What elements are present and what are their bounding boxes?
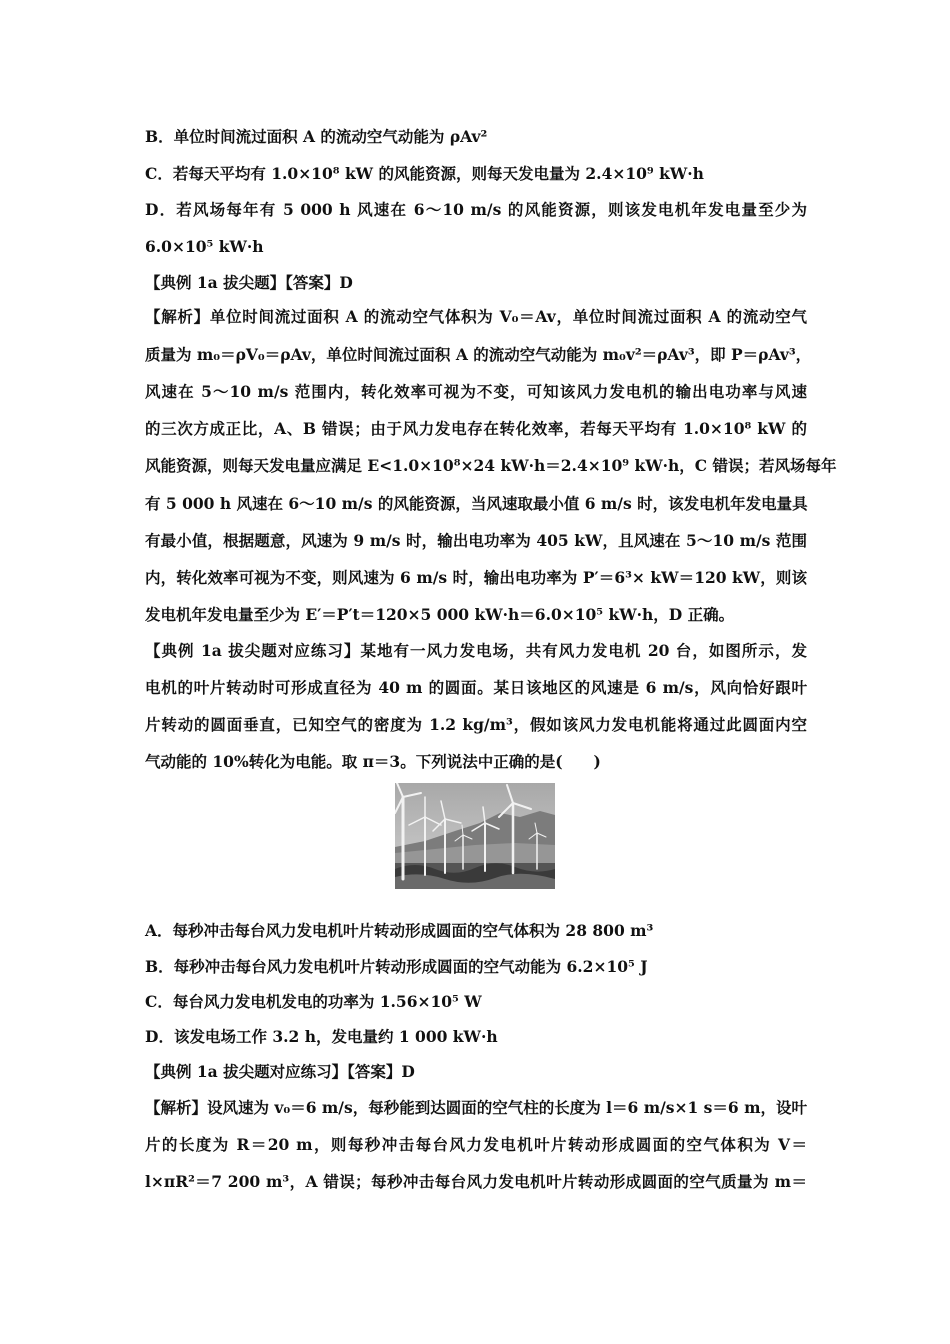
exercise-question-line: 【典例 1a 拔尖题对应练习】某地有一风力发电场，共有风力发电机 20 台，如图所示，发 — [145, 641, 807, 660]
analysis-line: 风速在 5～10 m/s 范围内，转化效率可视为不变，可知该风力发电机的输出电功率与风速 — [145, 382, 807, 401]
analysis-line: l×πR²＝7 200 m³，A 错误；每秒冲击每台风力发电机叶片转动形成圆面的空气质量为 m＝ — [145, 1172, 807, 1191]
option-d-line-cont: 6.0×10⁵ kW·h — [145, 237, 264, 256]
answer-heading: 【典例 1a 拔尖题】【答案】D — [145, 273, 353, 292]
analysis-line: 质量为 m₀＝ρV₀＝ρAv，单位时间流过面积 A 的流动空气动能为 m₀v²＝ρAv³，即 P＝ρAv³， — [145, 345, 812, 364]
analysis-line: 发电机年发电量至少为 E′＝P′t＝120×5 000 kW·h＝6.0×10⁵ kW·h，D 正确。 — [145, 605, 735, 624]
analysis-line: 内，转化效率可视为不变，则风速为 6 m/s 时，输出电功率为 P′＝6³× kW＝120 kW，则该 — [145, 568, 807, 587]
option-d-line: D．若风场每年有 5 000 h 风速在 6～10 m/s 的风能资源，则该发电机年发电量至少为 — [145, 200, 807, 219]
analysis-line: 风能资源，则每天发电量应满足 E<1.0×10⁸×24 kW·h＝2.4×10⁹ kW·h，C 错误；若风场每年 — [145, 456, 837, 475]
option-c-line: C．若每天平均有 1.0×10⁸ kW 的风能资源，则每天发电量为 2.4×10⁹ kW·h — [145, 164, 704, 183]
analysis-line: 【解析】设风速为 v₀＝6 m/s，每秒能到达圆面的空气柱的长度为 l＝6 m/s×1 s＝6 m，设叶 — [145, 1098, 807, 1117]
exercise-question-line: 电机的叶片转动时可形成直径为 40 m 的圆面。某日该地区的风速是 6 m/s，风向恰好跟叶 — [145, 678, 807, 697]
analysis-line: 有 5 000 h 风速在 6～10 m/s 的风能资源，当风速取最小值 6 m/s 时，该发电机年发电量具 — [145, 494, 808, 513]
option-c-line: C．每台风力发电机发电的功率为 1.56×10⁵ W — [145, 992, 482, 1011]
analysis-line: 片的长度为 R＝20 m，则每秒冲击每台风力发电机叶片转动形成圆面的空气体积为 V＝ — [145, 1135, 807, 1154]
option-d-line: D．该发电场工作 3.2 h，发电量约 1 000 kW·h — [145, 1027, 498, 1046]
option-b-line: B．每秒冲击每台风力发电机叶片转动形成圆面的空气动能为 6.2×10⁵ J — [145, 957, 648, 976]
wind-turbines-photo — [395, 783, 555, 889]
answer-heading: 【典例 1a 拔尖题对应练习】【答案】D — [145, 1062, 415, 1081]
exercise-question-line: 片转动的圆面垂直，已知空气的密度为 1.2 kg/m³，假如该风力发电机能将通过此圆面内空 — [145, 715, 807, 734]
option-b-line: B．单位时间流过面积 A 的流动空气动能为 ρAv² — [145, 127, 488, 146]
exercise-question-line: 气动能的 10%转化为电能。取 π＝3。下列说法中正确的是( ) — [145, 752, 601, 771]
analysis-line: 的三次方成正比，A、B 错误；由于风力发电存在转化效率，若每天平均有 1.0×10⁸ kW 的 — [145, 419, 807, 438]
analysis-line: 【解析】单位时间流过面积 A 的流动空气体积为 V₀＝Av，单位时间流过面积 A 的流动空气 — [145, 307, 807, 326]
option-a-line: A．每秒冲击每台风力发电机叶片转动形成圆面的空气体积为 28 800 m³ — [145, 921, 654, 940]
analysis-line: 有最小值，根据题意，风速为 9 m/s 时，输出电功率为 405 kW，且风速在 5～10 m/s 范围 — [145, 531, 807, 550]
